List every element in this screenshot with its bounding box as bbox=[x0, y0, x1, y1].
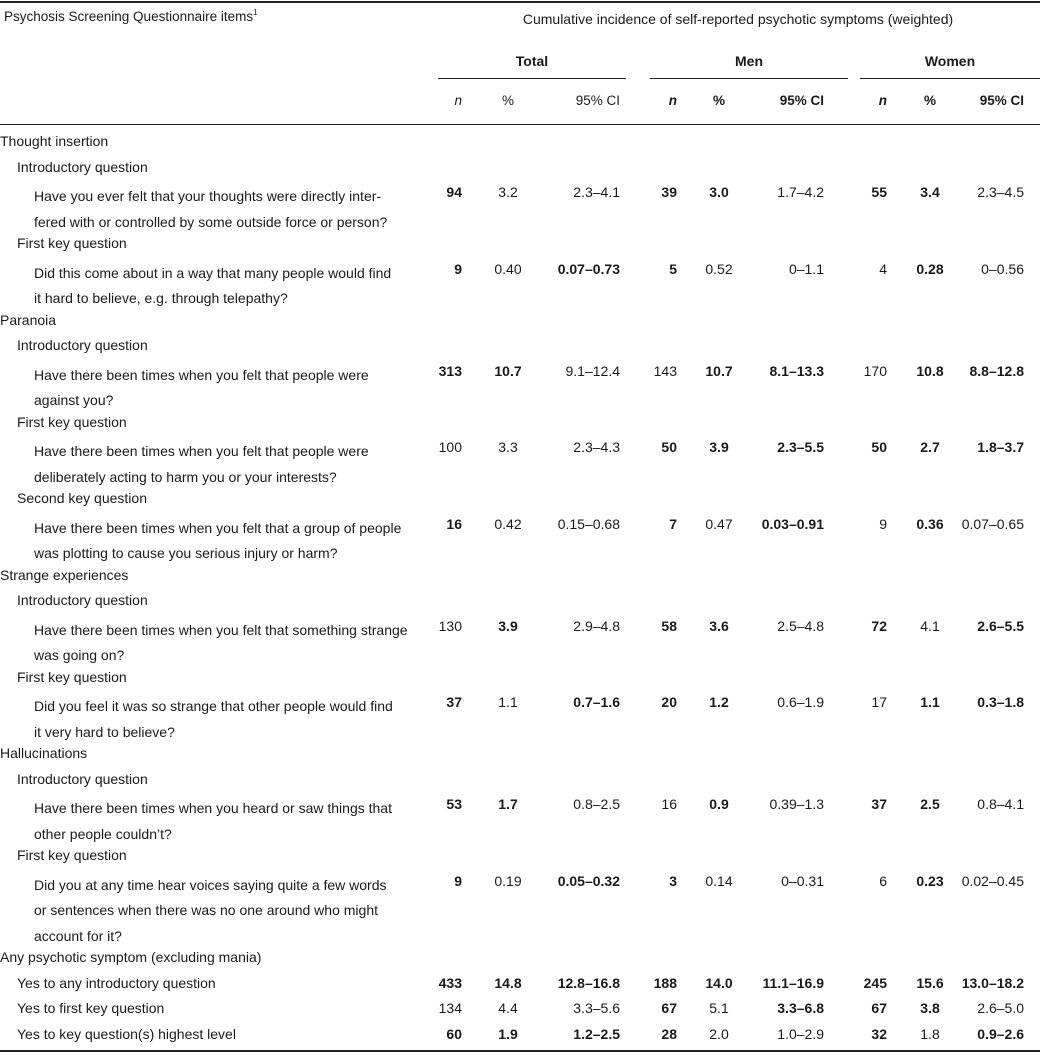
question-line: Have there been times when you felt that people were bbox=[34, 366, 369, 383]
table-cell: 170 bbox=[863, 362, 887, 379]
table-cell: 1.8 bbox=[920, 1025, 940, 1042]
table-cell: 433 bbox=[438, 974, 462, 991]
subheading-row bbox=[0, 592, 1040, 618]
table-cell: 0.8–4.1 bbox=[977, 796, 1024, 812]
subheading-label: Yes to first key question bbox=[17, 1000, 165, 1016]
table-cell: 2.3–4.5 bbox=[977, 184, 1024, 200]
table-cell: 3.4 bbox=[920, 184, 940, 200]
section-row bbox=[0, 745, 1040, 771]
subheading-row bbox=[0, 1000, 1040, 1026]
table-cell: 2.7 bbox=[920, 439, 940, 455]
subheading-label: Second key question bbox=[17, 490, 147, 506]
subheading-label: Introductory question bbox=[17, 770, 148, 787]
table-cell: 1.7–4.2 bbox=[777, 184, 824, 200]
table-cell: 1.1 bbox=[920, 694, 940, 710]
group-header-total: Total bbox=[515, 53, 549, 69]
table-cell: 2.3–4.3 bbox=[573, 439, 620, 455]
question-line: it hard to believe, e.g. through telepathy? bbox=[34, 290, 288, 306]
subheading-row bbox=[0, 847, 1040, 873]
table-cell: 9 bbox=[879, 515, 887, 532]
subheading-label: Yes to key question(s) highest level bbox=[17, 1025, 236, 1042]
question-row bbox=[0, 363, 1040, 414]
section-label: Hallucinations bbox=[0, 745, 88, 761]
group-header-men: Men bbox=[735, 53, 763, 69]
col-ci-women: 95% CI bbox=[979, 93, 1024, 108]
question-row bbox=[0, 694, 1040, 745]
table-cell: 72 bbox=[871, 617, 887, 634]
table-cell: 53 bbox=[446, 796, 462, 812]
table-cell: 3.8 bbox=[920, 1000, 940, 1016]
table-cell: 8.8–12.8 bbox=[969, 362, 1024, 379]
table-cell: 5 bbox=[669, 260, 677, 277]
question-row bbox=[0, 796, 1040, 847]
table-cell: 67 bbox=[661, 1000, 677, 1016]
table-cell: 3.2 bbox=[498, 184, 518, 200]
section-row bbox=[0, 567, 1040, 593]
subheading-row bbox=[0, 975, 1040, 1001]
subheading-label: Introductory question bbox=[17, 337, 148, 353]
table-cell: 8.1–13.3 bbox=[769, 362, 824, 379]
table-cell: 10.7 bbox=[494, 362, 522, 379]
subheading-label: First key question bbox=[17, 413, 127, 430]
question-line: Did this come about in a way that many people would find bbox=[34, 264, 392, 281]
section-row bbox=[0, 949, 1040, 975]
table-cell: 7 bbox=[669, 515, 677, 532]
subheading-row bbox=[0, 414, 1040, 440]
question-text bbox=[34, 796, 392, 847]
subheading-label: First key question bbox=[17, 668, 127, 685]
question-line: account for it? bbox=[34, 927, 122, 944]
question-line: fered with or controlled by some outside force or person? bbox=[34, 213, 388, 230]
table-cell: 0.07–0.73 bbox=[557, 260, 620, 277]
table-cell: 9.1–12.4 bbox=[565, 362, 620, 379]
table-cell: 37 bbox=[871, 796, 887, 812]
question-line: was plotting to cause you serious injury or harm? bbox=[34, 545, 338, 561]
table-cell: 1.8–3.7 bbox=[977, 439, 1024, 455]
table-cell: 1.9 bbox=[498, 1025, 518, 1042]
question-row bbox=[0, 184, 1040, 235]
table-cell: 60 bbox=[446, 1025, 462, 1042]
table-cell: 1.7 bbox=[498, 796, 518, 812]
table-cell: 3.9 bbox=[498, 617, 518, 634]
table-cell: 6 bbox=[879, 872, 887, 889]
table-cell: 1.2–2.5 bbox=[573, 1025, 620, 1042]
cumulative-incidence-header: Cumulative incidence of self-reported psychotic symptoms (weighted) bbox=[522, 11, 954, 27]
table-cell: 188 bbox=[653, 974, 677, 991]
subheading-row bbox=[0, 490, 1040, 516]
table-cell: 2.5 bbox=[920, 796, 940, 812]
subheading-row bbox=[0, 235, 1040, 261]
section-label: Any psychotic symptom (excluding mania) bbox=[0, 949, 262, 965]
question-line: Have there been times when you heard or saw things that bbox=[34, 800, 392, 816]
section-label: Thought insertion bbox=[0, 133, 109, 149]
table-cell: 143 bbox=[653, 362, 677, 379]
table-cell: 16 bbox=[446, 515, 462, 532]
table-cell: 0.36 bbox=[916, 515, 944, 532]
subheading-label: Introductory question bbox=[17, 592, 148, 608]
table-cell: 100 bbox=[438, 439, 462, 455]
table-cell: 11.1–16.9 bbox=[762, 974, 824, 991]
question-text bbox=[34, 618, 408, 669]
table-cell: 2.6–5.0 bbox=[977, 1000, 1024, 1016]
question-row bbox=[0, 873, 1040, 950]
table-cell: 9 bbox=[454, 872, 462, 889]
table-cell: 245 bbox=[863, 974, 887, 991]
table-cell: 4 bbox=[879, 260, 887, 277]
table-cell: 3.3 bbox=[498, 439, 518, 455]
question-line: Did you at any time hear voices saying quite a few words bbox=[34, 876, 387, 893]
table-cell: 94 bbox=[446, 184, 462, 200]
table-cell: 3.3–5.6 bbox=[573, 1000, 620, 1016]
table-cell: 0–0.31 bbox=[781, 872, 824, 889]
table-cell: 15.6 bbox=[916, 974, 944, 991]
question-text bbox=[34, 694, 393, 745]
table-cell: 37 bbox=[446, 694, 462, 710]
question-row bbox=[0, 618, 1040, 669]
question-text bbox=[34, 873, 387, 950]
table-cell: 0.40 bbox=[494, 260, 522, 277]
table-cell: 0.9–2.6 bbox=[977, 1025, 1024, 1042]
table-cell: 13.0–18.2 bbox=[961, 974, 1024, 991]
table-cell: 67 bbox=[871, 1000, 887, 1016]
table-cell: 4.1 bbox=[920, 617, 940, 634]
table-cell: 20 bbox=[661, 694, 677, 710]
table-cell: 2.9–4.8 bbox=[573, 617, 620, 634]
question-line: against you? bbox=[34, 392, 114, 408]
table-cell: 2.6–5.5 bbox=[977, 617, 1024, 634]
question-text bbox=[34, 439, 369, 490]
table-cell: 32 bbox=[871, 1025, 887, 1042]
table-cell: 0.47 bbox=[705, 515, 733, 532]
question-row bbox=[0, 516, 1040, 567]
table-cell: 3.0 bbox=[709, 184, 729, 200]
table-cell: 3 bbox=[669, 872, 677, 889]
subheading-label: Yes to any introductory question bbox=[17, 974, 216, 991]
question-line: Have there been times when you felt that something strange bbox=[34, 621, 408, 638]
subheading-row bbox=[0, 1026, 1040, 1052]
table-cell: 16 bbox=[661, 796, 677, 812]
table-cell: 0.03–0.91 bbox=[761, 515, 824, 532]
subheading-row bbox=[0, 159, 1040, 185]
table-cell: 313 bbox=[438, 362, 462, 379]
table-cell: 12.8–16.8 bbox=[557, 974, 620, 991]
question-line: Have there been times when you felt that a group of people bbox=[34, 519, 402, 536]
table-cell: 2.0 bbox=[709, 1025, 729, 1042]
question-line: Have there been times when you felt that people were bbox=[34, 443, 369, 459]
subheading-row bbox=[0, 337, 1040, 363]
table-cell: 0.19 bbox=[494, 872, 522, 889]
table-cell: 0.42 bbox=[494, 515, 522, 532]
question-text bbox=[34, 516, 401, 567]
table-cell: 3.6 bbox=[709, 617, 729, 634]
table-cell: 55 bbox=[871, 184, 887, 200]
col-pct-women: % bbox=[923, 93, 936, 108]
table-cell: 58 bbox=[661, 617, 677, 634]
table-cell: 0.23 bbox=[916, 872, 944, 889]
col-n-women: n bbox=[878, 93, 887, 108]
subheading-label: First key question bbox=[17, 235, 127, 251]
table-cell: 14.8 bbox=[494, 974, 522, 991]
table-cell: 0.14 bbox=[705, 872, 733, 889]
table-cell: 0.52 bbox=[705, 260, 733, 277]
table-cell: 0.3–1.8 bbox=[977, 694, 1024, 710]
subheading-row bbox=[0, 669, 1040, 695]
table-cell: 0.6–1.9 bbox=[777, 694, 824, 710]
table-cell: 0.28 bbox=[916, 260, 944, 277]
table-cell: 0.8–2.5 bbox=[573, 796, 620, 812]
table-cell: 50 bbox=[661, 439, 677, 455]
section-label: Paranoia bbox=[0, 311, 57, 328]
table-cell: 0.39–1.3 bbox=[769, 796, 824, 812]
table-cell: 28 bbox=[661, 1025, 677, 1042]
table-cell: 0.02–0.45 bbox=[961, 872, 1024, 889]
section-row bbox=[0, 133, 1040, 159]
table-cell: 1.1 bbox=[498, 694, 518, 710]
question-text bbox=[34, 363, 369, 414]
question-line: Did you feel it was so strange that other people would find bbox=[34, 698, 393, 714]
table-cell: 134 bbox=[438, 1000, 462, 1016]
table-cell: 4.4 bbox=[498, 1000, 518, 1016]
table-cell: 5.1 bbox=[709, 1000, 729, 1016]
table-cell: 0.05–0.32 bbox=[557, 872, 620, 889]
table-cell: 50 bbox=[871, 439, 887, 455]
table-cell: 0.15–0.68 bbox=[557, 515, 620, 532]
table-cell: 10.8 bbox=[916, 362, 944, 379]
table-cell: 14.0 bbox=[705, 974, 733, 991]
col-n-men: n bbox=[668, 93, 677, 108]
table-cell: 0.9 bbox=[709, 796, 729, 812]
table-cell: 0–0.56 bbox=[981, 260, 1024, 277]
table-cell: 0.7–1.6 bbox=[573, 694, 620, 710]
table-cell: 2.3–4.1 bbox=[573, 184, 620, 200]
subheading-row bbox=[0, 771, 1040, 797]
question-text bbox=[34, 261, 391, 312]
question-line: other people couldn’t? bbox=[34, 825, 172, 842]
subheading-label: Introductory question bbox=[17, 158, 148, 175]
table-cell: 0.07–0.65 bbox=[961, 515, 1024, 532]
col-n-total: n bbox=[454, 93, 462, 108]
subheading-label: First key question bbox=[17, 847, 127, 863]
table-cell: 130 bbox=[438, 617, 462, 634]
table-cell: 3.9 bbox=[709, 439, 729, 455]
item-column-header: Psychosis Screening Questionnaire items$^1$ bbox=[4, 8, 258, 24]
question-line: deliberately acting to harm you or your interests? bbox=[34, 468, 337, 485]
col-pct-men: % bbox=[712, 93, 725, 108]
table-cell: 39 bbox=[661, 184, 677, 200]
table-cell: 3.3–6.8 bbox=[777, 1000, 824, 1016]
table-cell: 10.7 bbox=[705, 362, 733, 379]
question-line: it very hard to believe? bbox=[34, 723, 175, 740]
question-line: or sentences when there was no one around who might bbox=[34, 902, 378, 918]
question-row bbox=[0, 439, 1040, 490]
group-header-women: Women bbox=[924, 53, 976, 69]
col-ci-men: 95% CI bbox=[779, 93, 824, 108]
table-cell: 2.5–4.8 bbox=[777, 617, 824, 634]
col-pct-total: % bbox=[501, 93, 514, 108]
table-cell: 1.0–2.9 bbox=[777, 1025, 824, 1042]
table-cell: 1.2 bbox=[709, 694, 729, 710]
table-cell: 0–1.1 bbox=[788, 260, 824, 277]
question-line: was going on? bbox=[34, 647, 125, 663]
table-cell: 9 bbox=[454, 260, 462, 277]
section-label: Strange experiences bbox=[0, 566, 129, 583]
section-row bbox=[0, 312, 1040, 338]
table-bottom-rule bbox=[0, 1050, 1040, 1052]
table-cell: 2.3–5.5 bbox=[777, 439, 824, 455]
question-row bbox=[0, 261, 1040, 312]
question-line: Have you ever felt that your thoughts were directly inter- bbox=[34, 188, 382, 204]
table-cell: 17 bbox=[871, 694, 887, 710]
col-ci-total: 95% CI bbox=[575, 93, 620, 108]
question-text bbox=[34, 184, 387, 235]
